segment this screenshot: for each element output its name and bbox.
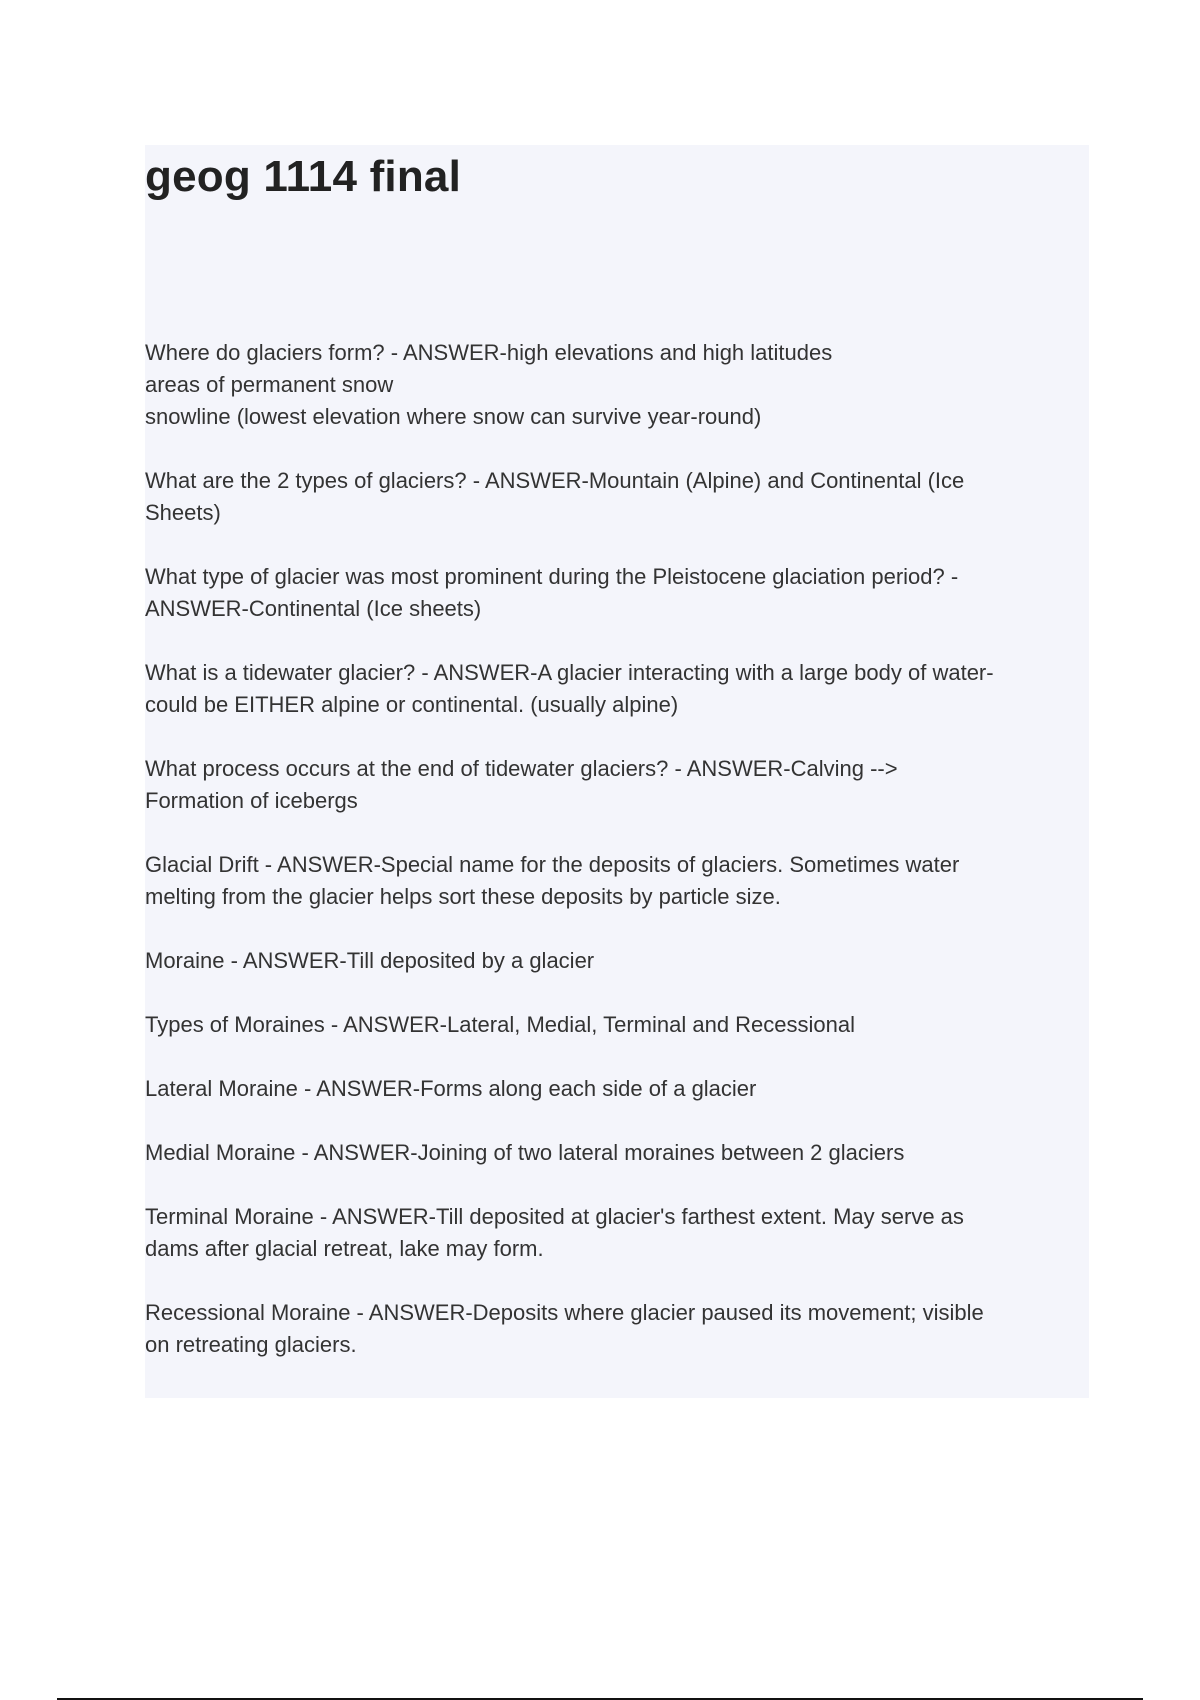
qa-line: could be EITHER alpine or continental. (usually alpine) bbox=[145, 692, 679, 717]
qa-line: Moraine - ANSWER-Till deposited by a glacier bbox=[145, 948, 595, 973]
qa-item bbox=[145, 561, 1089, 625]
qa-item bbox=[145, 1137, 1089, 1169]
page-title: geog 1114 final bbox=[145, 152, 462, 201]
qa-line: Medial Moraine - ANSWER-Joining of two lateral moraines between 2 glaciers bbox=[145, 1140, 905, 1165]
qa-item bbox=[145, 1009, 1089, 1041]
qa-item bbox=[145, 753, 1089, 817]
qa-line: snowline (lowest elevation where snow can survive year-round) bbox=[145, 404, 762, 429]
qa-line: melting from the glacier helps sort these deposits by particle size. bbox=[145, 884, 781, 909]
qa-line: Types of Moraines - ANSWER-Lateral, Medial, Terminal and Recessional bbox=[145, 1012, 856, 1037]
qa-item bbox=[145, 1297, 1089, 1361]
qa-line: What are the 2 types of glaciers? - ANSWER-Mountain (Alpine) and Continental (Ice bbox=[145, 468, 965, 493]
content-panel bbox=[145, 145, 1089, 1398]
qa-line: Glacial Drift - ANSWER-Special name for the deposits of glaciers. Sometimes water bbox=[145, 852, 960, 877]
qa-line: Where do glaciers form? - ANSWER-high elevations and high latitudes bbox=[145, 340, 833, 365]
qa-item bbox=[145, 1201, 1089, 1265]
qa-item bbox=[145, 1073, 1089, 1105]
qa-line: dams after glacial retreat, lake may form. bbox=[145, 1236, 544, 1261]
qa-item bbox=[145, 337, 1089, 433]
qa-line: What process occurs at the end of tidewater glaciers? - ANSWER-Calving --> bbox=[145, 756, 898, 781]
qa-item bbox=[145, 945, 1089, 977]
qa-line: Recessional Moraine - ANSWER-Deposits where glacier paused its movement; visible bbox=[145, 1300, 984, 1325]
qa-line: What type of glacier was most prominent during the Pleistocene glaciation period? - bbox=[145, 564, 959, 589]
qa-line: Sheets) bbox=[145, 500, 221, 525]
qa-line: Formation of icebergs bbox=[145, 788, 358, 813]
qa-item bbox=[145, 465, 1089, 529]
qa-line: ANSWER-Continental (Ice sheets) bbox=[145, 596, 482, 621]
qa-list bbox=[145, 337, 1089, 1393]
qa-line: What is a tidewater glacier? - ANSWER-A glacier interacting with a large body of water- bbox=[145, 660, 994, 685]
qa-line: Lateral Moraine - ANSWER-Forms along each side of a glacier bbox=[145, 1076, 757, 1101]
qa-item bbox=[145, 849, 1089, 913]
qa-line: on retreating glaciers. bbox=[145, 1332, 357, 1357]
qa-item bbox=[145, 657, 1089, 721]
qa-line: areas of permanent snow bbox=[145, 372, 394, 397]
qa-line: Terminal Moraine - ANSWER-Till deposited at glacier's farthest extent. May serve as bbox=[145, 1204, 964, 1229]
